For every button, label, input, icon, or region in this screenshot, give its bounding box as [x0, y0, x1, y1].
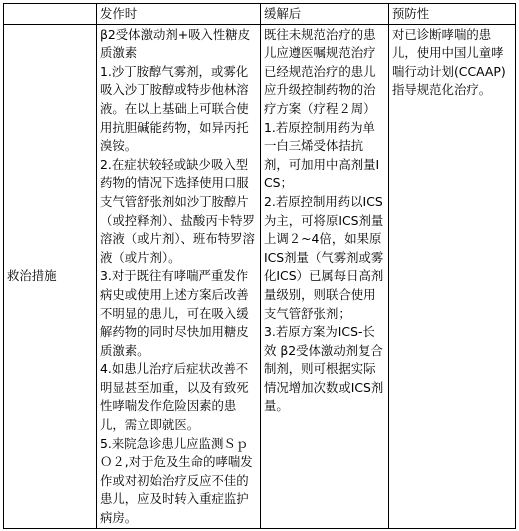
onset-line: β2受体激动剂+吸入性糖皮质激素	[100, 26, 251, 61]
remission-line: 1.若原控制用药为单一白三烯受体拮抗剂，可加用中高剂量ICS；	[264, 119, 380, 191]
onset-line: 1.沙丁胺醇气雾剂，或雾化吸入沙丁胺醇或特步他林溶液。在以上基础上可联合使用抗胆碱能药物，如异丙托溴铵。	[100, 63, 249, 154]
remission-line: 3.若原方案为ICS-长效 β2受体激动剂复合制剂，则可根据实际情况增加次数或ICS剂量。	[264, 324, 384, 414]
onset-line: 3.对于既往有哮喘严重发作病史或使用上述方案后改善不明显的患儿，可在吸入缓解药物的同时尽快加用糖皮质激素。	[100, 268, 249, 358]
onset-cell	[97, 24, 261, 528]
onset-line: 4.如患儿治疗后症状改善不明显甚至加重，以及有致死性哮喘发作危险因素的患儿，需立即就医。	[100, 361, 249, 433]
header-empty-cell	[4, 4, 97, 25]
header-remission: 缓解后	[261, 4, 389, 25]
prevention-line: 对已诊断哮喘的患儿，使用中国儿童哮喘行动计划(CCAAP)指导规范化治疗。	[392, 26, 506, 98]
treatment-table	[3, 3, 516, 529]
onset-line: 5.来院急诊患儿应监测ＳｐＯ２,对于危及生命的哮喘发作或对初始治疗反应不佳的患儿，应及时转入重症监护病房。	[100, 435, 253, 526]
header-prevention: 预防性	[389, 4, 516, 25]
treatment-row	[4, 24, 516, 528]
remission-cell	[261, 24, 389, 528]
prevention-cell	[389, 24, 516, 528]
remission-line: 2.若原控制用药以ICS为主，可将原ICS剂量上调２~4倍，如果原ICS剂量（气雾剂或雾化ICS）已属每日高剂量级别，则联合使用支气管舒张剂；	[264, 193, 384, 321]
remission-line: 既往未规范治疗的患儿应遵医嘱规范治疗已经规范治疗的患儿应升级控制药物的治疗方案（疗程２周）	[264, 26, 376, 116]
header-onset: 发作时	[97, 4, 261, 25]
row-label: 救治措施	[4, 24, 97, 528]
onset-line: 2.在症状较轻或缺少吸入型药物的情况下选择使用口服支气管舒张剂如沙丁胺醇片（或控释剂）、盐酸丙卡特罗溶液（或片剂）、班布特罗溶液（或片剂）。	[100, 156, 255, 265]
header-row	[4, 4, 516, 25]
